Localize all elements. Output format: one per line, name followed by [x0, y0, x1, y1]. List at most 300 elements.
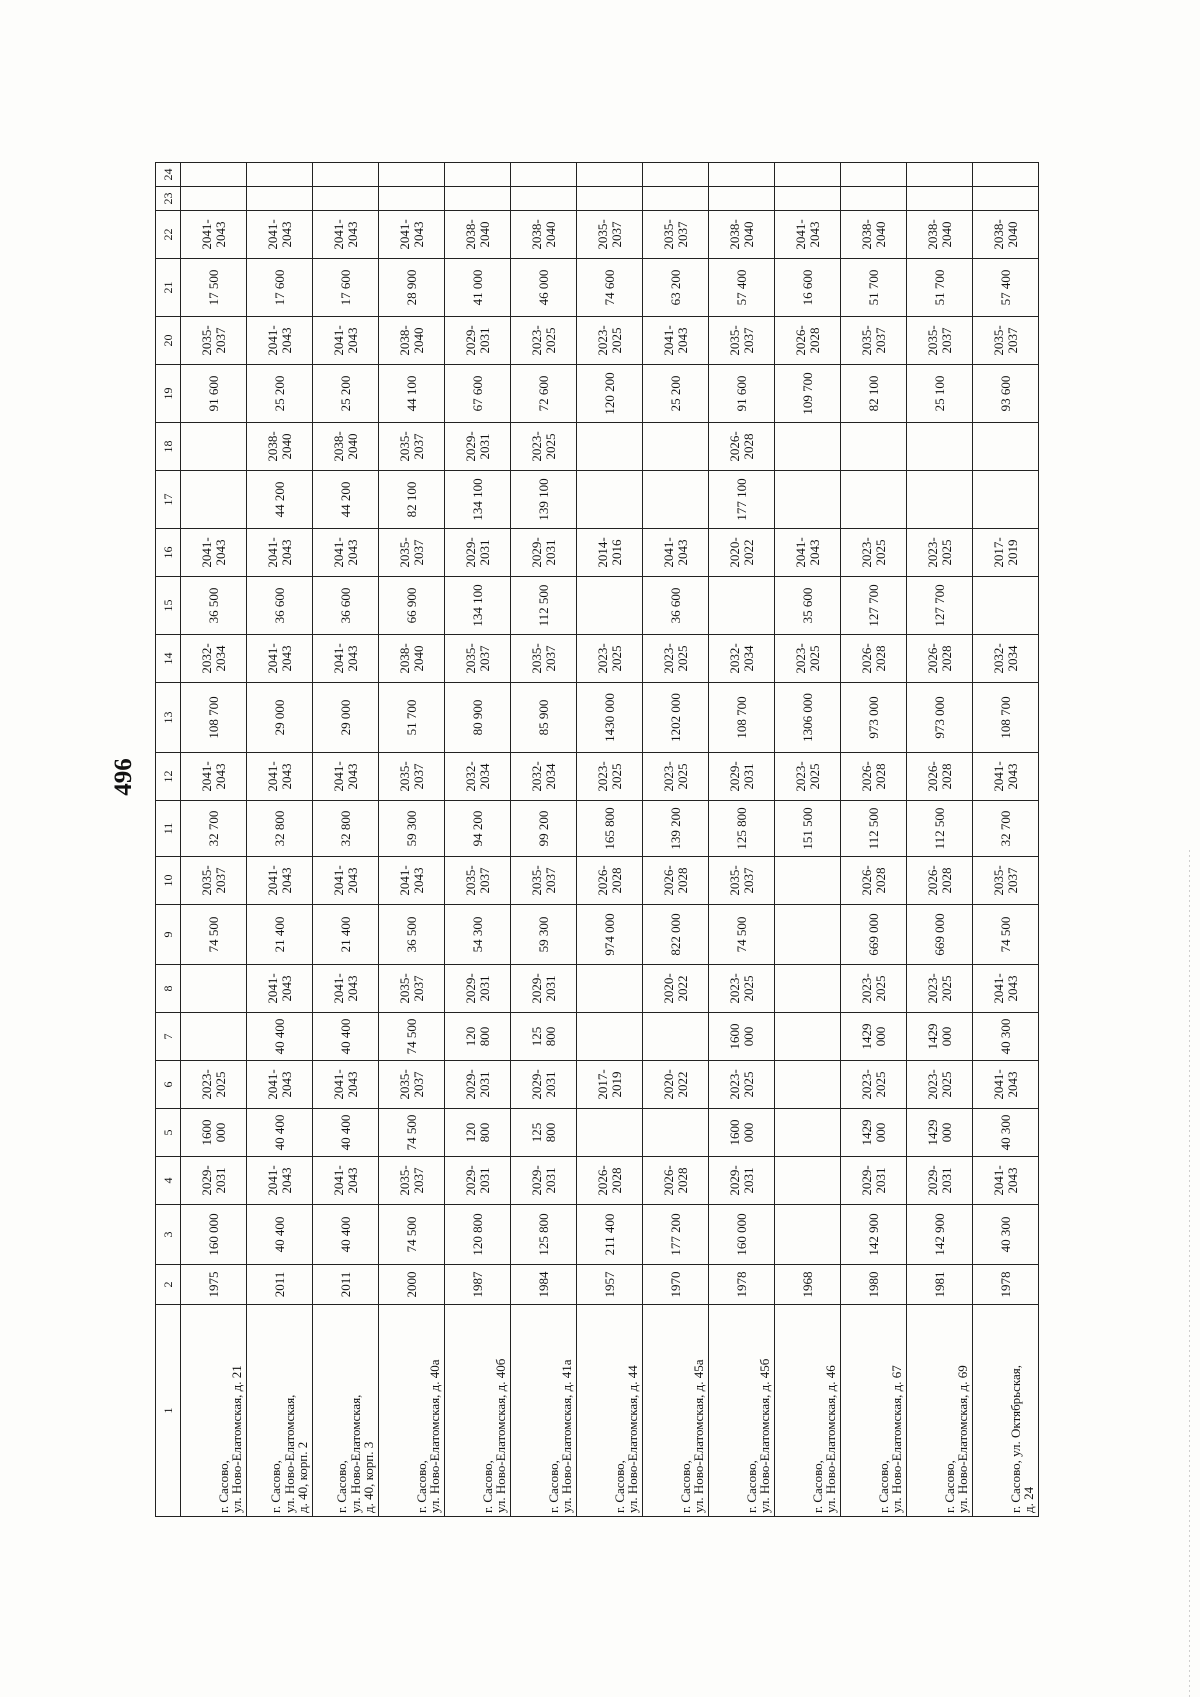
table-cell: 2035- 2037	[841, 317, 907, 365]
table-cell	[775, 1109, 841, 1157]
table-cell: 67 600	[445, 365, 511, 423]
table-cell: 2029- 2031	[445, 1061, 511, 1109]
table-cell	[181, 471, 247, 529]
table-cell: 112 500	[511, 577, 577, 635]
table-cell: 2038- 2040	[841, 211, 907, 259]
table-cell: 2041- 2043	[313, 1061, 379, 1109]
table-cell: 36 600	[313, 577, 379, 635]
table-cell: 2023- 2025	[907, 965, 973, 1013]
table-cell	[775, 1013, 841, 1061]
address-cell: г. Сасово, ул. Ново-Елатомская, д. 40, корп. 3	[313, 1305, 379, 1517]
table-cell: 160 000	[181, 1205, 247, 1265]
table-cell	[247, 163, 313, 187]
table-cell	[445, 187, 511, 211]
table-cell: 17 600	[313, 259, 379, 317]
table-cell: 2026- 2028	[907, 857, 973, 905]
table-cell: 2038- 2040	[907, 211, 973, 259]
table-cell: 1600 000	[181, 1109, 247, 1157]
table-cell: 2029- 2031	[907, 1157, 973, 1205]
table-cell: 142 900	[841, 1205, 907, 1265]
table-cell	[511, 187, 577, 211]
table-cell: 40 400	[313, 1205, 379, 1265]
table-row	[907, 163, 973, 1517]
table-cell: 2029- 2031	[511, 1061, 577, 1109]
table-cell: 2023- 2025	[577, 753, 643, 801]
table-cell: 74 500	[379, 1205, 445, 1265]
table-cell: 108 700	[709, 683, 775, 753]
table-cell: 66 900	[379, 577, 445, 635]
table-cell: 2035- 2037	[643, 211, 709, 259]
table-cell: 2035- 2037	[379, 1061, 445, 1109]
table-cell: 46 000	[511, 259, 577, 317]
table-cell: 2029- 2031	[511, 965, 577, 1013]
table-cell: 74 500	[379, 1109, 445, 1157]
table-cell: 120 800	[445, 1013, 511, 1061]
table-cell: 2041- 2043	[247, 1061, 313, 1109]
table-cell: 2041- 2043	[313, 753, 379, 801]
table-cell: 29 000	[247, 683, 313, 753]
table-cell	[577, 423, 643, 471]
table-cell: 54 300	[445, 905, 511, 965]
address-cell: г. Сасово, ул. Ново-Елатомская, д. 67	[841, 1305, 907, 1517]
table-cell: 2023- 2025	[907, 1061, 973, 1109]
table-cell: 112 500	[841, 801, 907, 857]
address-cell: г. Сасово, ул. Ново-Елатомская, д. 40, корп. 2	[247, 1305, 313, 1517]
address-cell: г. Сасово, ул. Ново-Елатомская, д. 41а	[511, 1305, 577, 1517]
table-cell: 1429 000	[841, 1109, 907, 1157]
table-cell: 82 100	[379, 471, 445, 529]
table-cell: 2023- 2025	[709, 965, 775, 1013]
column-header-14: 14	[156, 635, 181, 683]
table-row	[841, 163, 907, 1517]
table-cell: 2041- 2043	[247, 1157, 313, 1205]
table-cell	[379, 163, 445, 187]
table-cell: 2041- 2043	[775, 211, 841, 259]
address-cell: г. Сасово, ул. Ново-Елатомская, д. 44	[577, 1305, 643, 1517]
table-row	[445, 163, 511, 1517]
table-cell: 974 000	[577, 905, 643, 965]
table-cell: 2035- 2037	[379, 423, 445, 471]
table-cell: 2041- 2043	[247, 211, 313, 259]
column-header-7: 7	[156, 1013, 181, 1061]
table-cell	[577, 965, 643, 1013]
table-cell: 973 000	[907, 683, 973, 753]
table-cell: 25 200	[313, 365, 379, 423]
table-cell	[841, 163, 907, 187]
address-cell: г. Сасово, ул. Ново-Елатомская, д. 69	[907, 1305, 973, 1517]
data-table	[155, 162, 1039, 1517]
table-cell: 2026- 2028	[643, 1157, 709, 1205]
table-cell: 29 000	[313, 683, 379, 753]
table-cell: 40 400	[247, 1109, 313, 1157]
address-cell: г. Сасово, ул. Ново-Елатомская, д. 45а	[643, 1305, 709, 1517]
address-cell: г. Сасово, ул. Ново-Елатомская, д. 40а	[379, 1305, 445, 1517]
table-cell	[643, 423, 709, 471]
table-cell: 36 500	[379, 905, 445, 965]
table-cell: 57 400	[973, 259, 1039, 317]
table-cell: 2029- 2031	[841, 1157, 907, 1205]
table-cell: 2023- 2025	[643, 753, 709, 801]
table-cell: 2026- 2028	[577, 857, 643, 905]
table-cell: 2023- 2025	[577, 635, 643, 683]
table-cell: 36 600	[643, 577, 709, 635]
table-cell: 25 100	[907, 365, 973, 423]
column-header-1: 1	[156, 1305, 181, 1517]
table-cell: 2038- 2040	[313, 423, 379, 471]
table-cell: 2026- 2028	[709, 423, 775, 471]
table-cell: 2038- 2040	[247, 423, 313, 471]
table-cell: 2038- 2040	[445, 211, 511, 259]
table-cell	[577, 577, 643, 635]
table-cell: 127 700	[841, 577, 907, 635]
table-cell: 2023- 2025	[775, 635, 841, 683]
table-cell: 2026- 2028	[907, 753, 973, 801]
table-cell	[775, 163, 841, 187]
table-cell: 125 800	[709, 801, 775, 857]
table-cell: 2032- 2034	[709, 635, 775, 683]
table-cell: 973 000	[841, 683, 907, 753]
table-cell: 2041- 2043	[973, 753, 1039, 801]
table-cell: 2035- 2037	[577, 211, 643, 259]
table-cell: 2041- 2043	[313, 317, 379, 365]
table-cell	[643, 471, 709, 529]
table-cell: 32 700	[973, 801, 1039, 857]
table-row	[313, 163, 379, 1517]
table-cell: 1970	[643, 1265, 709, 1305]
table-row	[181, 163, 247, 1517]
table-cell: 669 000	[841, 905, 907, 965]
table-cell: 1978	[973, 1265, 1039, 1305]
table-rotated-wrapper	[155, 168, 1037, 1517]
table-cell: 74 500	[181, 905, 247, 965]
column-header-5: 5	[156, 1109, 181, 1157]
table-cell: 1429 000	[841, 1013, 907, 1061]
table-cell: 74 500	[379, 1013, 445, 1061]
table-cell: 2014- 2016	[577, 529, 643, 577]
column-header-18: 18	[156, 423, 181, 471]
table-cell: 2023- 2025	[775, 753, 841, 801]
table-cell: 2017- 2019	[577, 1061, 643, 1109]
column-header-8: 8	[156, 965, 181, 1013]
table-cell: 21 400	[313, 905, 379, 965]
column-header-4: 4	[156, 1157, 181, 1205]
column-header-24: 24	[156, 163, 181, 187]
table-cell: 165 800	[577, 801, 643, 857]
column-header-19: 19	[156, 365, 181, 423]
table-cell: 1978	[709, 1265, 775, 1305]
table-cell: 16 600	[775, 259, 841, 317]
table-cell	[775, 965, 841, 1013]
table-cell: 2035- 2037	[445, 857, 511, 905]
table-cell	[313, 187, 379, 211]
table-cell: 59 300	[511, 905, 577, 965]
table-cell: 1600 000	[709, 1013, 775, 1061]
scan-edge	[1189, 850, 1190, 1697]
table-cell: 2011	[247, 1265, 313, 1305]
table-cell	[907, 423, 973, 471]
table-cell: 142 900	[907, 1205, 973, 1265]
table-row	[511, 163, 577, 1517]
table-row	[577, 163, 643, 1517]
table-cell: 40 400	[313, 1109, 379, 1157]
table-cell	[577, 1109, 643, 1157]
table-cell: 134 100	[445, 577, 511, 635]
column-header-22: 22	[156, 211, 181, 259]
table-cell: 2026- 2028	[841, 635, 907, 683]
column-header-12: 12	[156, 753, 181, 801]
table-cell: 2041- 2043	[313, 857, 379, 905]
column-header-17: 17	[156, 471, 181, 529]
table-cell: 51 700	[379, 683, 445, 753]
table-cell: 2026- 2028	[643, 857, 709, 905]
table-cell	[181, 423, 247, 471]
table-cell: 44 200	[313, 471, 379, 529]
table-cell: 59 300	[379, 801, 445, 857]
table-cell: 2035- 2037	[973, 317, 1039, 365]
table-cell	[775, 1157, 841, 1205]
table-cell: 120 800	[445, 1205, 511, 1265]
table-cell: 160 000	[709, 1205, 775, 1265]
table-cell: 2020- 2022	[643, 1061, 709, 1109]
table-cell	[775, 905, 841, 965]
table-cell: 2041- 2043	[643, 317, 709, 365]
table-cell	[709, 187, 775, 211]
table-cell	[775, 1205, 841, 1265]
table-cell: 125 800	[511, 1013, 577, 1061]
table-cell: 74 500	[973, 905, 1039, 965]
table-cell: 63 200	[643, 259, 709, 317]
column-header-6: 6	[156, 1061, 181, 1109]
table-cell: 109 700	[775, 365, 841, 423]
table-cell	[709, 163, 775, 187]
table-cell: 2020- 2022	[643, 965, 709, 1013]
table-cell: 2041- 2043	[775, 529, 841, 577]
table-cell: 2041- 2043	[247, 965, 313, 1013]
column-header-10: 10	[156, 857, 181, 905]
table-cell: 2026- 2028	[577, 1157, 643, 1205]
table-cell	[643, 1109, 709, 1157]
table-cell	[181, 163, 247, 187]
table-cell: 91 600	[181, 365, 247, 423]
table-cell: 36 600	[247, 577, 313, 635]
table-cell: 2035- 2037	[379, 753, 445, 801]
table-cell: 151 500	[775, 801, 841, 857]
table-cell: 2041- 2043	[973, 965, 1039, 1013]
table-cell	[181, 1013, 247, 1061]
table-cell	[775, 423, 841, 471]
table-cell: 1957	[577, 1265, 643, 1305]
table-cell: 51 700	[841, 259, 907, 317]
header-row	[156, 163, 181, 1517]
table-cell: 2023- 2025	[577, 317, 643, 365]
table-cell	[907, 163, 973, 187]
table-cell: 1429 000	[907, 1013, 973, 1061]
table-cell: 2029- 2031	[445, 529, 511, 577]
table-cell	[775, 857, 841, 905]
table-cell	[181, 187, 247, 211]
table-cell: 40 300	[973, 1013, 1039, 1061]
table-cell: 2032- 2034	[181, 635, 247, 683]
table-cell: 2026- 2028	[775, 317, 841, 365]
table-cell: 2029- 2031	[181, 1157, 247, 1205]
table-cell: 41 000	[445, 259, 511, 317]
table-cell: 2035- 2037	[379, 965, 445, 1013]
table-cell	[577, 471, 643, 529]
table-cell: 2035- 2037	[379, 529, 445, 577]
table-cell: 32 800	[247, 801, 313, 857]
table-cell	[643, 1013, 709, 1061]
table-cell: 2041- 2043	[973, 1157, 1039, 1205]
table-cell: 32 800	[313, 801, 379, 857]
table-cell: 2023- 2025	[841, 529, 907, 577]
table-cell: 2041- 2043	[313, 965, 379, 1013]
table-cell: 2041- 2043	[247, 635, 313, 683]
table-cell: 2038- 2040	[379, 635, 445, 683]
table-cell: 44 100	[379, 365, 445, 423]
table-cell: 2038- 2040	[379, 317, 445, 365]
table-cell: 1202 000	[643, 683, 709, 753]
table-cell: 17 500	[181, 259, 247, 317]
table-cell: 91 600	[709, 365, 775, 423]
table-cell: 2029- 2031	[511, 1157, 577, 1205]
table-row	[643, 163, 709, 1517]
table-cell: 2029- 2031	[511, 529, 577, 577]
table-row	[247, 163, 313, 1517]
table-cell: 2023- 2025	[643, 635, 709, 683]
table-cell	[313, 163, 379, 187]
table-cell: 1981	[907, 1265, 973, 1305]
table-cell: 2032- 2034	[511, 753, 577, 801]
table-cell	[643, 187, 709, 211]
table-cell: 2041- 2043	[247, 753, 313, 801]
table-row	[709, 163, 775, 1517]
table-cell: 2011	[313, 1265, 379, 1305]
table-cell	[775, 187, 841, 211]
table-cell: 1975	[181, 1265, 247, 1305]
table-cell: 2041- 2043	[313, 635, 379, 683]
table-cell: 2035- 2037	[181, 317, 247, 365]
table-cell	[973, 471, 1039, 529]
table-cell: 1429 000	[907, 1109, 973, 1157]
table-cell: 2026- 2028	[841, 857, 907, 905]
table-cell: 108 700	[973, 683, 1039, 753]
table-cell: 108 700	[181, 683, 247, 753]
table-cell	[841, 423, 907, 471]
table-cell: 2038- 2040	[709, 211, 775, 259]
table-cell: 2041- 2043	[313, 529, 379, 577]
table-row	[973, 163, 1039, 1517]
table-cell	[775, 471, 841, 529]
address-cell: г. Сасово, ул. Ново-Елатомская, д. 45б	[709, 1305, 775, 1517]
table-cell: 2035- 2037	[709, 857, 775, 905]
column-header-16: 16	[156, 529, 181, 577]
table-cell: 2041- 2043	[181, 753, 247, 801]
table-cell: 1984	[511, 1265, 577, 1305]
table-cell: 2035- 2037	[511, 857, 577, 905]
table-cell: 2035- 2037	[445, 635, 511, 683]
table-cell: 127 700	[907, 577, 973, 635]
table-cell	[973, 187, 1039, 211]
table-row	[775, 163, 841, 1517]
table-cell: 57 400	[709, 259, 775, 317]
table-cell: 74 500	[709, 905, 775, 965]
table-cell: 51 700	[907, 259, 973, 317]
table-cell	[445, 163, 511, 187]
table-cell: 1968	[775, 1265, 841, 1305]
table-cell: 1600 000	[709, 1109, 775, 1157]
table-cell: 2029- 2031	[445, 423, 511, 471]
table-cell: 40 400	[247, 1205, 313, 1265]
table-cell: 2038- 2040	[973, 211, 1039, 259]
address-cell: г. Сасово, ул. Ново-Елатомская, д. 40б	[445, 1305, 511, 1517]
table-cell: 2035- 2037	[709, 317, 775, 365]
table-cell: 74 600	[577, 259, 643, 317]
table-cell: 2023- 2025	[907, 529, 973, 577]
table-cell: 211 400	[577, 1205, 643, 1265]
table-cell: 2041- 2043	[379, 857, 445, 905]
table-cell: 36 500	[181, 577, 247, 635]
table-cell	[973, 577, 1039, 635]
table-cell	[643, 163, 709, 187]
table-cell	[577, 163, 643, 187]
table-cell: 40 300	[973, 1109, 1039, 1157]
table-cell	[709, 577, 775, 635]
table-cell	[841, 187, 907, 211]
table-cell: 2023- 2025	[511, 423, 577, 471]
table-cell: 139 200	[643, 801, 709, 857]
table-cell	[907, 187, 973, 211]
column-header-20: 20	[156, 317, 181, 365]
table-cell: 120 200	[577, 365, 643, 423]
table-cell	[973, 163, 1039, 187]
table-cell	[577, 187, 643, 211]
column-header-13: 13	[156, 683, 181, 753]
table-cell: 2035- 2037	[511, 635, 577, 683]
table-cell: 1430 000	[577, 683, 643, 753]
table-cell: 25 200	[643, 365, 709, 423]
table-cell: 2041- 2043	[973, 1061, 1039, 1109]
table-cell: 44 200	[247, 471, 313, 529]
column-header-15: 15	[156, 577, 181, 635]
table-cell: 28 900	[379, 259, 445, 317]
table-cell: 822 000	[643, 905, 709, 965]
table-cell: 2035- 2037	[907, 317, 973, 365]
table-cell: 85 900	[511, 683, 577, 753]
column-header-11: 11	[156, 801, 181, 857]
table-cell: 1306 000	[775, 683, 841, 753]
table-cell: 72 600	[511, 365, 577, 423]
table-cell: 125 800	[511, 1109, 577, 1157]
table-cell: 32 700	[181, 801, 247, 857]
table-cell: 139 100	[511, 471, 577, 529]
table-cell: 1980	[841, 1265, 907, 1305]
table-cell: 40 400	[247, 1013, 313, 1061]
table-cell	[379, 187, 445, 211]
table-cell	[577, 1013, 643, 1061]
table-cell: 2023- 2025	[841, 965, 907, 1013]
table-row	[379, 163, 445, 1517]
table-cell: 2041- 2043	[247, 529, 313, 577]
column-header-21: 21	[156, 259, 181, 317]
table-cell: 2023- 2025	[181, 1061, 247, 1109]
table-cell: 2041- 2043	[643, 529, 709, 577]
table-cell: 2038- 2040	[511, 211, 577, 259]
column-header-3: 3	[156, 1205, 181, 1265]
table-cell: 40 300	[973, 1205, 1039, 1265]
table-cell: 40 400	[313, 1013, 379, 1061]
table-cell: 177 200	[643, 1205, 709, 1265]
table-cell: 2041- 2043	[313, 1157, 379, 1205]
